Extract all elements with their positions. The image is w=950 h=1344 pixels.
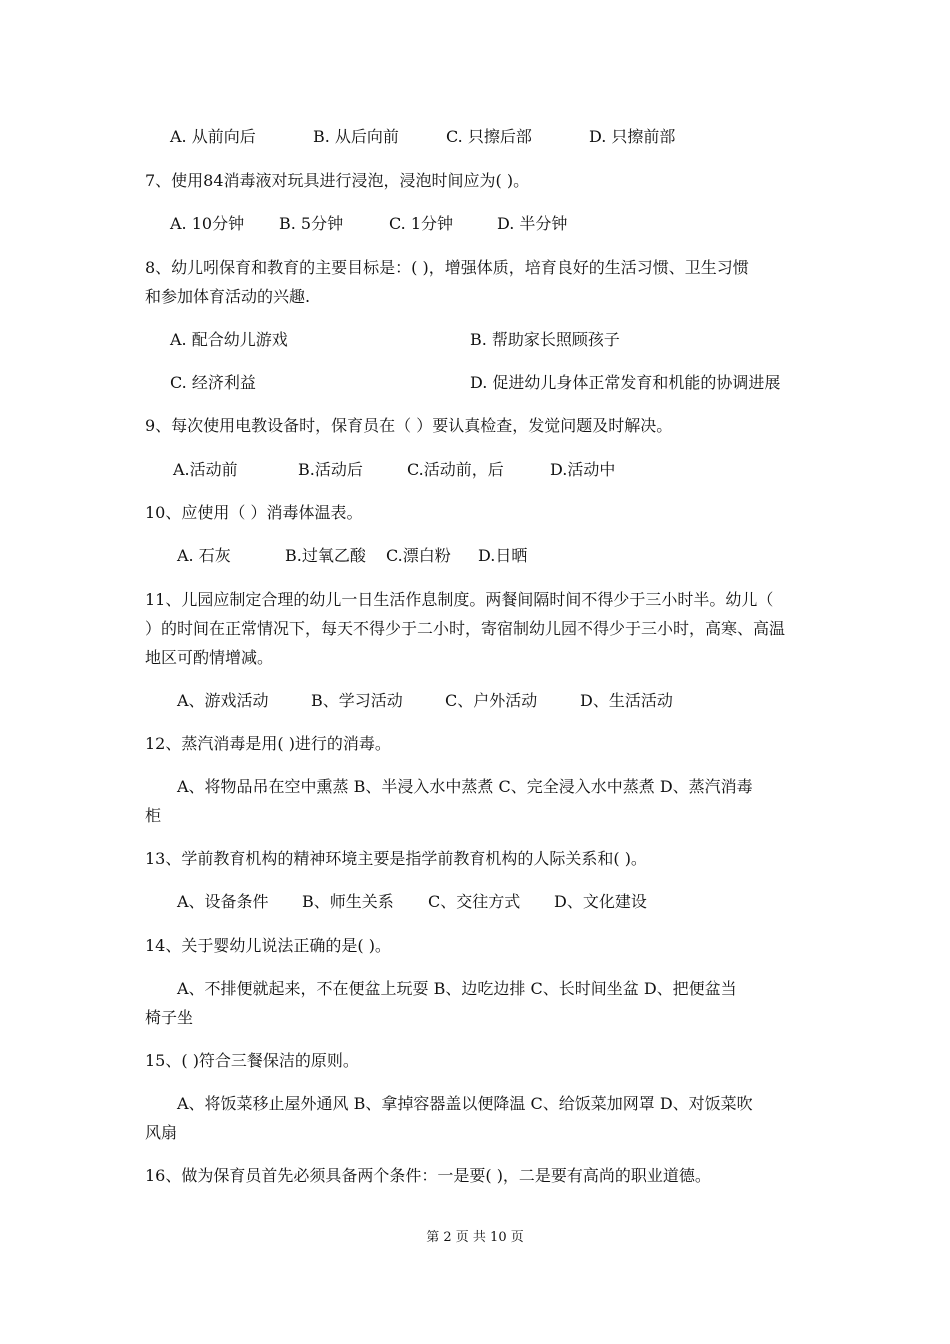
q10-option-b: B.过氧乙酸 [285, 546, 366, 565]
q10-option-d: D.日晒 [478, 546, 528, 565]
q11-stem-line1: 11、儿园应制定合理的幼儿一日生活作息制度。两餐间隔时间不得少于三小时半。幼儿（ [145, 590, 774, 609]
q7-option-b: B. 5分钟 [279, 214, 344, 233]
q14-stem: 14、关于婴幼儿说法正确的是( )。 [145, 936, 391, 955]
q7-option-c: C. 1分钟 [389, 214, 454, 233]
q16-stem: 16、做为保育员首先必须具备两个条件：一是要( )，二是要有高尚的职业道德。 [145, 1166, 711, 1185]
q11-stem-line3: 地区可酌情增减。 [145, 648, 274, 667]
q13-options [0, 892, 950, 912]
q11-options [0, 691, 950, 711]
q9-options [0, 460, 950, 480]
q6-option-c: C. 只擦后部 [446, 127, 532, 146]
q8-options-row2 [0, 373, 950, 393]
q13-option-b: B、师生关系 [302, 892, 394, 911]
q15-stem: 15、( )符合三餐保洁的原则。 [145, 1051, 359, 1070]
q11-stem-line2: ）的时间在正常情况下，每天不得少于二小时，寄宿制幼儿园不得少于三小时，高寒、高温 [145, 619, 786, 638]
q11-option-d: D、生活活动 [580, 691, 673, 710]
page-footer: 第 2 页 共 10 页 [426, 1230, 524, 1245]
q9-option-d: D.活动中 [550, 460, 616, 479]
q13-stem: 13、学前教育机构的精神环境主要是指学前教育机构的人际关系和( )。 [145, 849, 647, 868]
q10-options [0, 546, 950, 566]
q14-options-line2: 椅子坐 [145, 1008, 194, 1027]
q15-options-line2: 风扇 [145, 1123, 178, 1142]
q10-option-c: C.漂白粉 [386, 546, 451, 565]
q13-option-c: C、交往方式 [428, 892, 521, 911]
q8-option-a: A. 配合幼儿游戏 [170, 330, 288, 349]
q6-option-d: D. 只擦前部 [589, 127, 676, 146]
q8-option-b: B. 帮助家长照顾孩子 [470, 330, 620, 349]
q11-option-b: B、学习活动 [311, 691, 403, 710]
q7-options [0, 214, 950, 234]
q9-option-a: A.活动前 [173, 460, 238, 479]
q11-option-a: A、游戏活动 [177, 691, 269, 710]
q9-stem: 9、每次使用电教设备时，保育员在（ ）要认真检查，发觉问题及时解决。 [145, 416, 673, 435]
q8-options-row1 [0, 330, 950, 350]
q10-option-a: A. 石灰 [177, 546, 231, 565]
q9-option-c: C.活动前，后 [407, 460, 504, 479]
q15-options-line1: A、将饭菜移止屋外通风 B、拿掉容器盖以便降温 C、给饭菜加网罩 D、对饭菜吹 [177, 1094, 753, 1113]
q12-options-line1: A、将物品吊在空中熏蒸 B、半浸入水中蒸煮 C、完全浸入水中蒸煮 D、蒸汽消毒 [177, 777, 753, 796]
q6-option-b: B. 从后向前 [313, 127, 399, 146]
q8-stem-line2: 和参加体育活动的兴趣. [145, 287, 311, 306]
q6-option-a: A. 从前向后 [170, 127, 256, 146]
q11-option-c: C、户外活动 [445, 691, 538, 710]
q6-options [0, 127, 950, 147]
q12-stem: 12、蒸汽消毒是用( )进行的消毒。 [145, 734, 391, 753]
q7-option-a: A. 10分钟 [170, 214, 245, 233]
q8-option-c: C. 经济利益 [170, 373, 256, 392]
q9-option-b: B.活动后 [298, 460, 363, 479]
q13-option-a: A、设备条件 [177, 892, 269, 911]
q12-options-line2: 柜 [145, 806, 162, 825]
q14-options-line1: A、不排便就起来，不在便盆上玩耍 B、边吃边排 C、长时间坐盆 D、把便盆当 [177, 979, 737, 998]
q8-stem-line1: 8、幼儿吲保育和教育的主要目标是：( )，增强体质，培育良好的生活习惯、卫生习惯 [145, 258, 749, 277]
q8-option-d: D. 促进幼儿身体正常发育和机能的协调进展 [470, 373, 781, 392]
q10-stem: 10、应使用（ ）消毒体温表。 [145, 503, 363, 522]
q7-stem: 7、使用84消毒液对玩具进行浸泡，浸泡时间应为( )。 [145, 171, 530, 190]
q13-option-d: D、文化建设 [554, 892, 647, 911]
q7-option-d: D. 半分钟 [497, 214, 568, 233]
